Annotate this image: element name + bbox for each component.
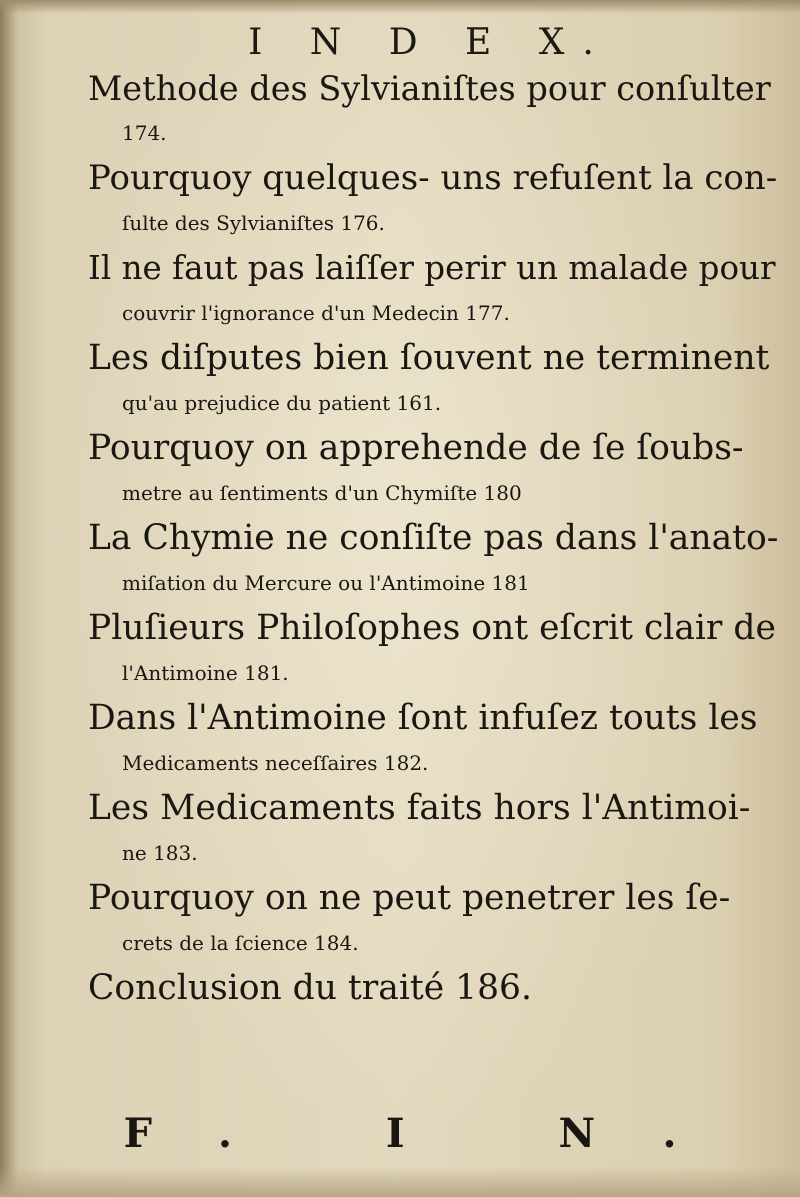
page-bottom-shadow [0,1167,800,1197]
entry-line: La Chymie ne conſiſte pas dans l'anato- [88,518,779,558]
index-entry [88,966,778,1011]
entry-line: Conclusion du traité 186. [88,968,532,1008]
running-head: I N D E X. [248,22,612,63]
entry-continuation: Medicaments neceſſaires 182. [122,751,429,775]
entry-continuation: 174. [122,121,167,145]
index-entry [88,786,778,876]
index-entry [88,696,778,786]
page-top-shadow [0,0,800,14]
index-entry [88,876,778,966]
entry-line: Il ne faut pas laiſſer perir un malade pour [88,249,776,287]
entry-line: Pourquoy on ne peut penetrer les ſe- [88,878,731,918]
entry-line: Methode des Sylvianiſtes pour conſulter [88,69,771,108]
index-entry [88,66,778,156]
entry-line: Pourquoy quelques- uns refuſent la con- [88,158,778,198]
entry-continuation: metre au ſentiments d'un Chymiſte 180 [122,481,522,505]
entry-continuation: crets de la ſcience 184. [122,931,359,955]
entry-line: Pluſieurs Philoſophes ont eſcrit clair de [88,608,776,648]
entry-line: Les Medicaments faits hors l'Antimoi- [88,788,751,828]
entry-line: Dans l'Antimoine ſont infuſez touts les [88,698,758,738]
entry-line: Les diſputes bien ſouvent ne terminent [88,338,770,378]
index-entry [88,516,778,606]
entry-continuation: couvrir l'ignorance d'un Medecin 177. [122,301,510,325]
entry-line: Pourquoy on apprehende de ſe ſoubs- [88,428,744,468]
fin-colophon: F. I N. [123,1110,747,1157]
entry-continuation: l'Antimoine 181. [122,661,289,685]
index-entries [88,66,778,1011]
entry-continuation: ſulte des Sylvianiſtes 176. [122,211,385,235]
index-entry [88,336,778,426]
entry-continuation: miſation du Mercure ou l'Antimoine 181 [122,571,530,595]
entry-continuation: qu'au prejudice du patient 161. [122,391,442,415]
entry-continuation: ne 183. [122,841,198,865]
index-entry [88,246,778,336]
index-entry [88,606,778,696]
index-entry [88,426,778,516]
page-edge-shadow [0,0,18,1197]
index-entry [88,156,778,246]
